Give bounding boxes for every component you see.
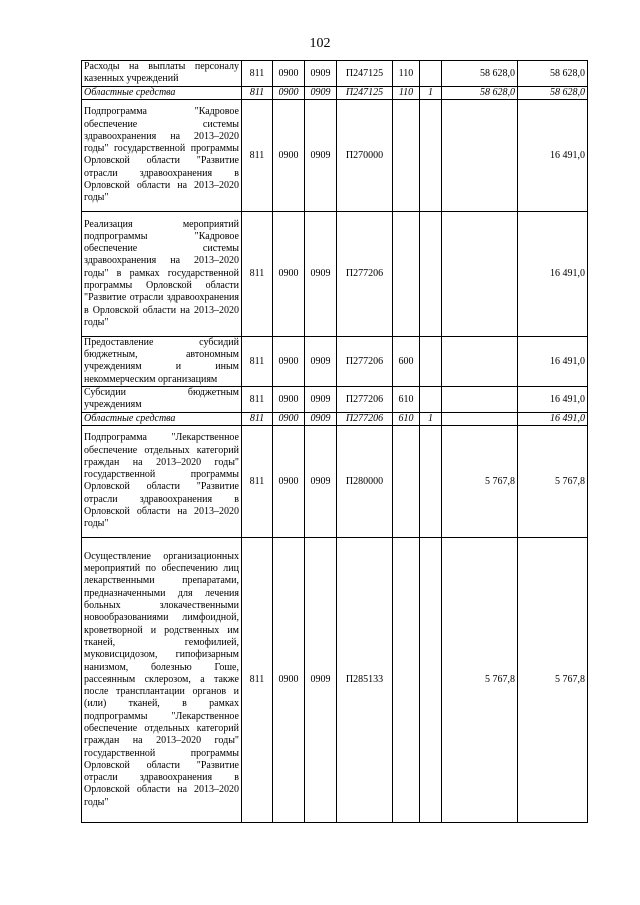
row-sum-1 — [442, 412, 518, 425]
table-row — [82, 537, 588, 822]
row-vr: 610 — [393, 412, 420, 425]
row-src — [420, 425, 442, 537]
table-row — [82, 387, 588, 413]
row-sum-2: 16 491,0 — [518, 412, 588, 425]
row-src — [420, 336, 442, 386]
row-pr: 0909 — [305, 211, 337, 336]
table-row — [82, 412, 588, 425]
row-pr: 0909 — [305, 537, 337, 822]
budget-table — [81, 60, 588, 823]
row-rz: 0900 — [273, 336, 305, 386]
row-vr — [393, 537, 420, 822]
row-csr: П277206 — [337, 412, 393, 425]
row-vr — [393, 211, 420, 336]
row-vr — [393, 99, 420, 211]
row-sum-1: 58 628,0 — [442, 86, 518, 99]
row-pr: 0909 — [305, 425, 337, 537]
row-gr: 811 — [242, 211, 273, 336]
row-gr: 811 — [242, 61, 273, 87]
row-rz: 0900 — [273, 99, 305, 211]
row-gr: 811 — [242, 336, 273, 386]
row-sum-2: 16 491,0 — [518, 336, 588, 386]
row-vr: 610 — [393, 387, 420, 413]
page-number: 102 — [309, 36, 331, 51]
row-name: Областные средства — [82, 412, 242, 425]
row-sum-2: 5 767,8 — [518, 425, 588, 537]
row-pr: 0909 — [305, 387, 337, 413]
row-pr: 0909 — [305, 99, 337, 211]
row-sum-1 — [442, 387, 518, 413]
row-rz: 0900 — [273, 425, 305, 537]
row-sum-2: 16 491,0 — [518, 387, 588, 413]
row-name: Предоставление субсидий бюджетным, автономным учреждениям и иным некоммерческим организациям — [82, 336, 242, 386]
row-csr: П280000 — [337, 425, 393, 537]
row-gr: 811 — [242, 86, 273, 99]
row-name: Подпрограмма "Лекарственное обеспечение отдельных категорий граждан на 2013–2020 годы" государственной программы Орловской области "Развитие отрасли здравоохранения в Орловской области на 2013–2020 годы" — [82, 425, 242, 537]
row-rz: 0900 — [273, 387, 305, 413]
row-gr: 811 — [242, 537, 273, 822]
row-sum-1 — [442, 99, 518, 211]
row-name: Расходы на выплаты персоналу казенных учреждений — [82, 61, 242, 87]
table-row — [82, 86, 588, 99]
row-pr: 0909 — [305, 86, 337, 99]
table-row — [82, 336, 588, 386]
row-gr: 811 — [242, 387, 273, 413]
row-sum-2: 16 491,0 — [518, 211, 588, 336]
row-rz: 0900 — [273, 412, 305, 425]
row-pr: 0909 — [305, 412, 337, 425]
row-vr: 110 — [393, 61, 420, 87]
row-csr: П277206 — [337, 336, 393, 386]
row-vr — [393, 425, 420, 537]
row-gr: 811 — [242, 412, 273, 425]
row-vr: 110 — [393, 86, 420, 99]
row-name: Подпрограмма "Кадровое обеспечение системы здравоохранения на 2013–2020 годы" государственной программы Орловской области "Развитие отрасли здравоохранения в Орловской области на 2013–2020 годы" — [82, 99, 242, 211]
table-row — [82, 99, 588, 211]
row-src: 1 — [420, 86, 442, 99]
row-src: 1 — [420, 412, 442, 425]
row-rz: 0900 — [273, 537, 305, 822]
row-csr: П270000 — [337, 99, 393, 211]
row-sum-2: 58 628,0 — [518, 61, 588, 87]
row-csr: П247125 — [337, 61, 393, 87]
row-sum-2: 16 491,0 — [518, 99, 588, 211]
row-src — [420, 387, 442, 413]
row-src — [420, 537, 442, 822]
row-rz: 0900 — [273, 211, 305, 336]
row-name: Субсидии бюджетным учреждениям — [82, 387, 242, 413]
table-row — [82, 211, 588, 336]
row-src — [420, 99, 442, 211]
row-rz: 0900 — [273, 86, 305, 99]
row-csr: П285133 — [337, 537, 393, 822]
row-rz: 0900 — [273, 61, 305, 87]
row-name: Областные средства — [82, 86, 242, 99]
row-gr: 811 — [242, 425, 273, 537]
row-csr: П277206 — [337, 387, 393, 413]
row-pr: 0909 — [305, 336, 337, 386]
row-pr: 0909 — [305, 61, 337, 87]
row-src — [420, 211, 442, 336]
row-name: Реализация мероприятий подпрограммы "Кадровое обеспечение системы здравоохранения на 2013–2020 годы" в рамках государственной программы Орловской области "Развитие отрасли здравоохранения в Орловской области на 2013–2020 годы" — [82, 211, 242, 336]
row-sum-2: 58 628,0 — [518, 86, 588, 99]
row-sum-1: 5 767,8 — [442, 537, 518, 822]
row-sum-1: 5 767,8 — [442, 425, 518, 537]
row-sum-1 — [442, 336, 518, 386]
row-name: Осуществление организационных мероприятий по обеспечению лиц лекарственными препаратами, предназначенными для лечения больных злокачественными новообразованиями лимфоидной, кроветворной и родственных им тканей, гемофилией, муковисцидозом, гипофизарным нанизмом, болезнью Гоше, рассеянным склерозом, а также после трансплантации органов и (или) тканей, в рамках подпрограммы "Лекарственное обеспечение отдельных категорий граждан на 2013–2020 годы" государственной программы Орловской области "Развитие отрасли здравоохранения в Орловской области на 2013–2020 годы" — [82, 537, 242, 822]
row-gr: 811 — [242, 99, 273, 211]
row-sum-1: 58 628,0 — [442, 61, 518, 87]
row-sum-2: 5 767,8 — [518, 537, 588, 822]
row-sum-1 — [442, 211, 518, 336]
row-csr: П247125 — [337, 86, 393, 99]
row-csr: П277206 — [337, 211, 393, 336]
row-vr: 600 — [393, 336, 420, 386]
table-row — [82, 425, 588, 537]
row-src — [420, 61, 442, 87]
table-row — [82, 61, 588, 87]
